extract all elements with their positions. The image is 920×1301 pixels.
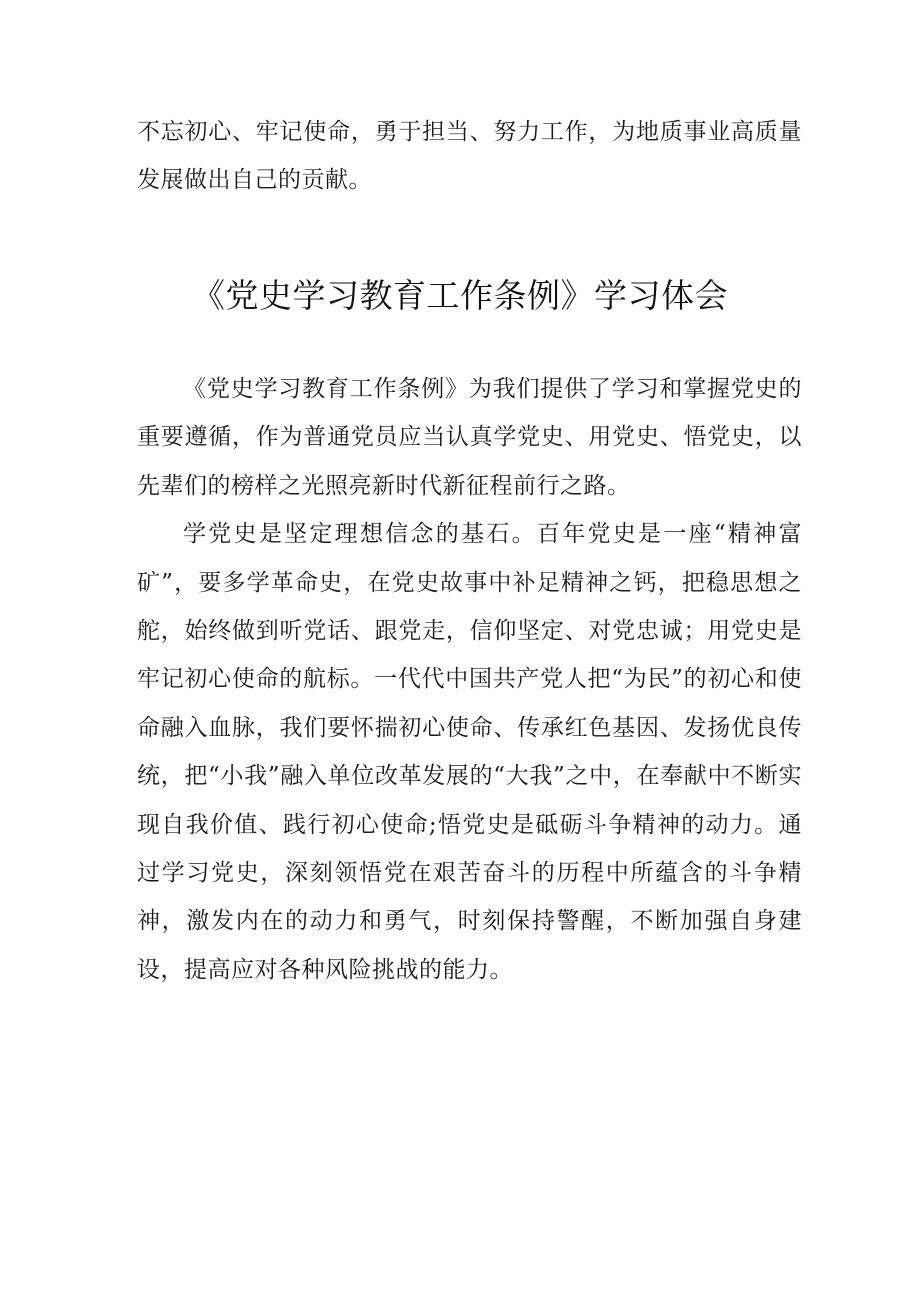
body-paragraph-2: 学党史是坚定理想信念的基石。百年党史是一座“精神富矿”，要多学革命史，在党史故事中补足精神之钙，把稳思想之舵，始终做到听党话、跟党走，信仰坚定、对党忠诚；用党史是牢记初心使命的航标。一代代中国共产党人把“为民”的初心和使命融入血脉，我们要怀揣初心使命、传承红色基因、发扬优良传统，把“小我”融入单位改革发展的“大我”之中，在奉献中不断实现自我价值、践行初心使命;悟党史是砥砺斗争精神的动力。通过学习党史，深刻领悟党在艰苦奋斗的历程中所蕴含的斗争精神，激发内在的动力和勇气，时刻保持警醒，不断加强自身建设，提高应对各种风险挑战的能力。	[137, 521, 802, 983]
continuation-text: 不忘初心、牢记使命，勇于担当、努力工作，为地质事业高质量发展做出自己的贡献。	[137, 119, 802, 194]
document-title: 《党史学习教育工作条例》学习体会	[192, 276, 728, 315]
body-paragraph-1: 《党史学习教育工作条例》为我们提供了学习和掌握党史的重要遵循，作为普通党员应当认真学党史、用党史、悟党史，以先辈们的榜样之光照亮新时代新征程前行之路。	[137, 376, 802, 499]
continuation-paragraph	[137, 108, 802, 205]
document-body	[137, 365, 802, 994]
